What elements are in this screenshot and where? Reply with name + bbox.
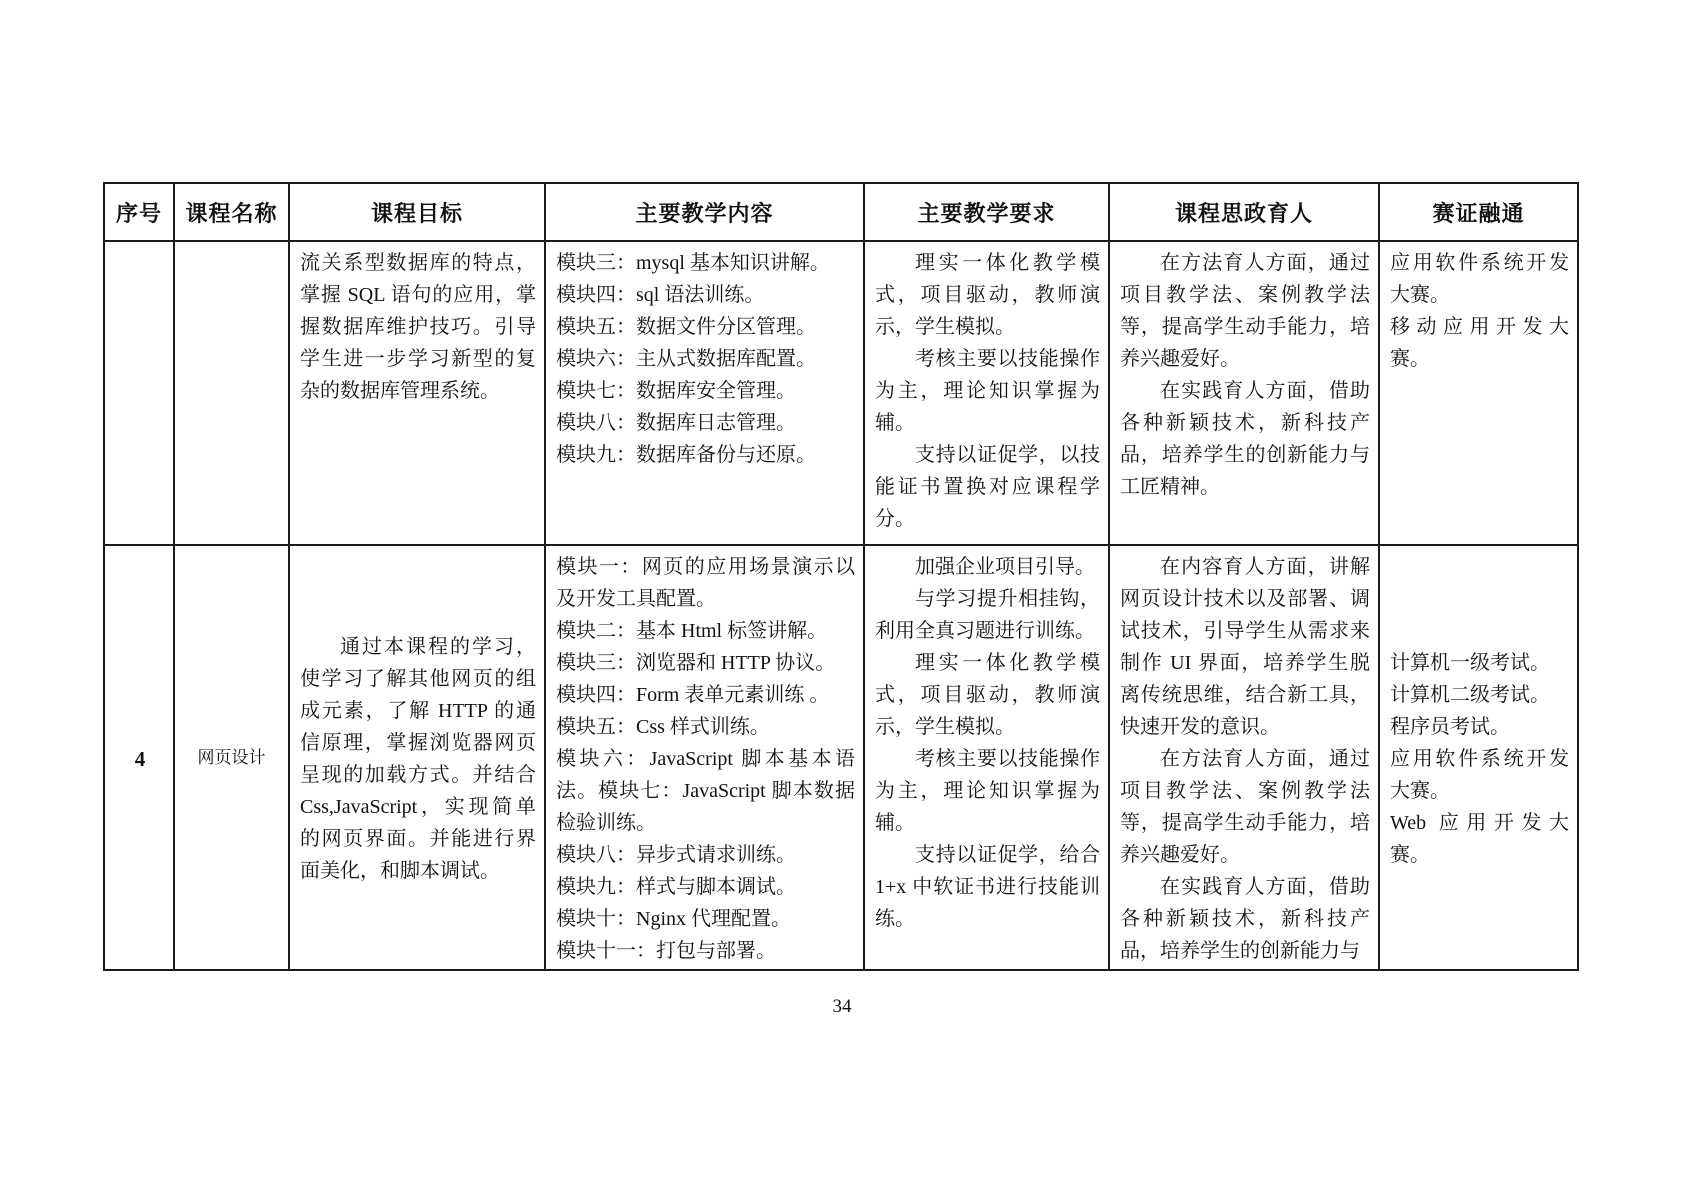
paragraph: 计算机一级考试。 [1390,652,1550,674]
paragraph: 程序员考试。 [1390,716,1510,738]
cell-teaching-requirements [864,545,1109,970]
cell-course-name [174,241,289,545]
page-number: 34 [832,996,852,1017]
cell-seq: 4 [104,545,174,970]
table-header-row [104,183,1578,241]
cell-competition-cert [1379,545,1578,970]
paragraph: 在方法育人方面，通过项目教学法、案例教学法等，提高学生动手能力，培养兴趣爱好。 [1120,748,1370,866]
paragraph: 模块四：sql 语法训练。 [556,284,765,306]
paragraph: Web 应用开发大赛。 [1390,812,1569,866]
paragraph: 加强企业项目引导。 [915,556,1095,578]
paragraph: 在内容育人方面，讲解网页设计技术以及部署、调试技术，引导学生从需求来制作 UI 界面，培养学生脱离传统思维，结合新工具，快速开发的意识。 [1120,556,1370,738]
cell-teaching-content [545,241,864,545]
cell-teaching-requirements [864,241,1109,545]
paragraph: 与学习提升相挂钩，利用全真习题进行训练。 [875,588,1100,642]
paragraph: 模块五：数据文件分区管理。 [556,316,816,338]
course-plan-table [103,182,1579,971]
paragraph: 模块三：浏览器和 HTTP 协议。 [556,652,836,674]
cell-seq [104,241,174,545]
paragraph: 模块三：mysql 基本知识讲解。 [556,252,830,274]
header-competition-cert: 赛证融通 [1379,183,1578,241]
paragraph: 考核主要以技能操作为主，理论知识掌握为辅。 [875,348,1100,434]
cell-ideology [1109,545,1379,970]
paragraph: 应用软件系统开发大赛。 [1390,252,1569,306]
cell-course-name [174,545,289,970]
paragraph: 在方法育人方面，通过项目教学法、案例教学法等，提高学生动手能力，培养兴趣爱好。 [1120,252,1370,370]
paragraph: 模块九：样式与脚本调试。 [556,876,796,898]
paragraph: 模块五：Css 样式训练。 [556,716,770,738]
cell-teaching-content [545,545,864,970]
paragraph: 在实践育人方面，借助各种新颖技术，新科技产品，培养学生的创新能力与工匠精神。 [1120,380,1370,498]
header-ideology: 课程思政育人 [1109,183,1379,241]
paragraph: 模块六：主从式数据库配置。 [556,348,816,370]
paragraph: 理实一体化教学模式，项目驱动，教师演示，学生模拟。 [875,652,1100,738]
cell-competition-cert [1379,241,1578,545]
paragraph: 模块八：数据库日志管理。 [556,412,796,434]
paragraph: 移动应用开发大赛。 [1390,316,1569,370]
paragraph: 模块十一：打包与部署。 [556,940,776,962]
paragraph: 模块九：数据库备份与还原。 [556,444,816,466]
cell-objectives [289,545,545,970]
paragraph: 支持以证促学，给合 1+x 中软证书进行技能训练。 [875,844,1100,930]
paragraph: 考核主要以技能操作为主，理论知识掌握为辅。 [875,748,1100,834]
paragraph: 模块二：基本 Html 标签讲解。 [556,620,828,642]
table-row [104,241,1578,545]
paragraph: 应用软件系统开发大赛。 [1390,748,1569,802]
paragraph: 模块四：Form 表单元素训练 。 [556,684,830,706]
paragraph: 通过本课程的学习，使学习了解其他网页的组成元素，了解 HTTP 的通信原理，掌握浏览器网页呈现的加载方式。并结合 Css,JavaScript，实现简单的网页界面。并能进行界面美化，和脚本调试。 [300,636,536,882]
table-row [104,545,1578,970]
paragraph: 模块十：Nginx 代理配置。 [556,908,791,930]
paragraph: 计算机二级考试。 [1390,684,1550,706]
paragraph: 模块一：网页的应用场景演示以及开发工具配置。 [556,556,855,610]
paragraph: 模块七：数据库安全管理。 [556,380,796,402]
cell-ideology [1109,241,1379,545]
paragraph: 支持以证促学，以技能证书置换对应课程学分。 [875,444,1100,530]
header-course-name: 课程名称 [174,183,289,241]
paragraph: 模块八：异步式请求训练。 [556,844,796,866]
paragraph: 流关系型数据库的特点，掌握 SQL 语句的应用，掌握数据库维护技巧。引导学生进一步学习新型的复杂的数据库管理系统。 [300,252,536,402]
paragraph: 理实一体化教学模式，项目驱动，教师演示，学生模拟。 [875,252,1100,338]
paragraph: 模块六：JavaScript 脚本基本语法。模块七：JavaScript 脚本数据检验训练。 [556,748,855,834]
course-name-label: 网页设计 [197,747,266,767]
header-seq: 序号 [104,183,174,241]
header-teaching-content: 主要教学内容 [545,183,864,241]
header-teaching-requirements: 主要教学要求 [864,183,1109,241]
header-objectives: 课程目标 [289,183,545,241]
cell-objectives [289,241,545,545]
paragraph: 在实践育人方面，借助各种新颖技术，新科技产品，培养学生的创新能力与 [1120,876,1370,962]
